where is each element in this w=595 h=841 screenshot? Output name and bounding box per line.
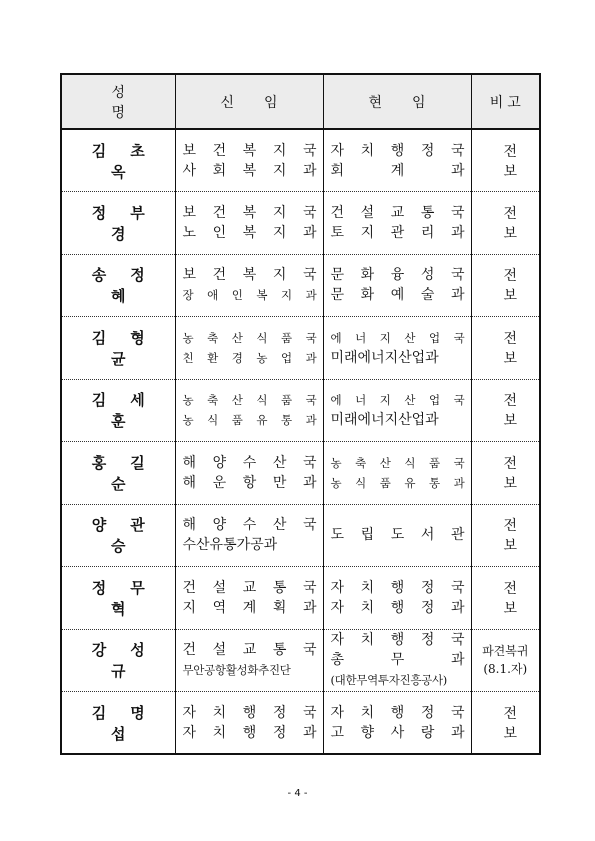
new-post — [175, 504, 323, 567]
current-post-line: 회 계 과 — [330, 162, 465, 179]
new-post-line: 무안공항활성화추진단 — [182, 663, 291, 678]
header-note: 비고 — [471, 74, 540, 129]
table-row — [61, 692, 540, 755]
new-post-line: 해 운 항 만 과 — [182, 474, 317, 491]
table-row — [61, 254, 540, 317]
note — [471, 254, 550, 317]
person-name: 정무혁 — [61, 567, 175, 630]
current-post — [323, 317, 471, 380]
note-line: 전보 — [503, 330, 550, 367]
person-name: 김세훈 — [61, 379, 175, 442]
new-post-line: 장 애 인 복 지 과 — [182, 288, 317, 303]
table-row — [61, 192, 540, 255]
new-post — [175, 254, 323, 317]
new-post — [175, 192, 323, 255]
note — [471, 317, 550, 380]
person-name: 송정혜 — [61, 254, 175, 317]
new-post-line: 보 건 복 지 국 — [182, 204, 317, 221]
current-post-line: 농 식 품 유 통 과 — [330, 475, 465, 490]
current-post-line: 토 지 관 리 과 — [330, 224, 465, 241]
new-post — [175, 442, 323, 505]
note-line: 전보 — [503, 518, 550, 555]
person-name: 홍길순 — [61, 442, 175, 505]
new-post-line: 건 설 교 통 국 — [182, 642, 317, 659]
table-row — [61, 442, 540, 505]
current-post-line: 문 화 예 술 과 — [330, 287, 465, 304]
table-body — [61, 129, 550, 754]
current-post — [323, 442, 471, 505]
new-post-line: 지 역 계 획 과 — [182, 599, 317, 616]
new-post-line: 수산유통가공과 — [182, 537, 278, 554]
new-post-line: 보 건 복 지 국 — [182, 267, 317, 284]
new-post-line: 자 치 행 정 국 — [182, 704, 317, 721]
new-post — [175, 129, 323, 192]
current-post-line: 에 너 지 산 업 국 — [330, 393, 465, 408]
new-post — [175, 629, 323, 692]
current-post-line: (대한무역투자진흥공사) — [330, 673, 447, 688]
table-row — [61, 379, 540, 442]
current-post-line: 미래에너지산업과 — [330, 412, 439, 429]
current-post-line: 자 치 행 정 국 — [330, 142, 465, 159]
note-line: 파견복귀 — [482, 644, 529, 659]
current-post-line: 자 치 행 정 국 — [330, 632, 465, 649]
note — [471, 379, 550, 442]
note-line: 전보 — [503, 705, 550, 742]
new-post-line: 건 설 교 통 국 — [182, 579, 317, 596]
current-post-line: 자 치 행 정 과 — [330, 599, 465, 616]
current-post — [323, 129, 471, 192]
note — [471, 504, 550, 567]
person-name: 정부경 — [61, 192, 175, 255]
new-post — [175, 567, 323, 630]
table-header — [61, 74, 540, 129]
new-post-line: 농 식 품 유 통 과 — [182, 413, 317, 428]
new-post-line: 농 축 산 식 품 국 — [182, 330, 317, 345]
personnel-table — [60, 73, 550, 755]
current-post-line: 농 축 산 식 품 국 — [330, 455, 465, 470]
table-row — [61, 629, 540, 692]
person-name: 강성규 — [61, 629, 175, 692]
header-name: 성명 — [61, 74, 175, 129]
note-line: 전보 — [503, 580, 550, 617]
table-row — [61, 129, 540, 192]
current-post — [323, 192, 471, 255]
current-post — [323, 379, 471, 442]
note-line: 전보 — [503, 393, 550, 430]
new-post-line: 자 치 행 정 과 — [182, 724, 317, 741]
current-post-line: 문 화 융 성 국 — [330, 267, 465, 284]
current-post-line: 자 치 행 정 국 — [330, 579, 465, 596]
current-post-line: 건 설 교 통 국 — [330, 204, 465, 221]
current-post — [323, 692, 471, 755]
current-post-line: 에 너 지 산 업 국 — [330, 330, 465, 345]
person-name: 김명섭 — [61, 692, 175, 755]
person-name: 김형균 — [61, 317, 175, 380]
note — [471, 442, 550, 505]
page-number: - 4 - — [287, 788, 308, 799]
new-post — [175, 379, 323, 442]
current-post-line: 고 향 사 랑 과 — [330, 724, 465, 741]
new-post-line: 해 양 수 산 국 — [182, 517, 317, 534]
new-post — [175, 692, 323, 755]
current-post — [323, 504, 471, 567]
table-row — [61, 504, 540, 567]
current-post — [323, 567, 471, 630]
person-name: 양관승 — [61, 504, 175, 567]
new-post-line: 친 환 경 농 업 과 — [182, 350, 317, 365]
new-post-line: 보 건 복 지 국 — [182, 142, 317, 159]
person-name: 김초옥 — [61, 129, 175, 192]
table-row — [61, 317, 540, 380]
header-new-post: 신임 — [175, 74, 323, 129]
note — [471, 692, 550, 755]
note-line: 전보 — [503, 205, 550, 242]
note — [471, 629, 540, 692]
header-current-post: 현임 — [323, 74, 471, 129]
note-line: 전보 — [503, 268, 550, 305]
current-post-line: 도 립 도 서 관 — [330, 527, 465, 544]
current-post — [323, 629, 471, 692]
note — [471, 129, 550, 192]
current-post-line: 미래에너지산업과 — [330, 349, 439, 366]
note-line: (8.1.자) — [483, 662, 528, 677]
note-line: 전보 — [503, 455, 550, 492]
new-post-line: 노 인 복 지 과 — [182, 224, 317, 241]
note — [471, 192, 550, 255]
new-post-line: 농 축 산 식 품 국 — [182, 393, 317, 408]
note — [471, 567, 550, 630]
current-post-line: 자 치 행 정 국 — [330, 704, 465, 721]
new-post — [175, 317, 323, 380]
current-post-line: 총 무 과 — [330, 652, 465, 669]
note-line: 전보 — [503, 143, 550, 180]
table-row — [61, 567, 540, 630]
new-post-line: 사 회 복 지 과 — [182, 162, 317, 179]
new-post-line: 해 양 수 산 국 — [182, 454, 317, 471]
current-post — [323, 254, 471, 317]
